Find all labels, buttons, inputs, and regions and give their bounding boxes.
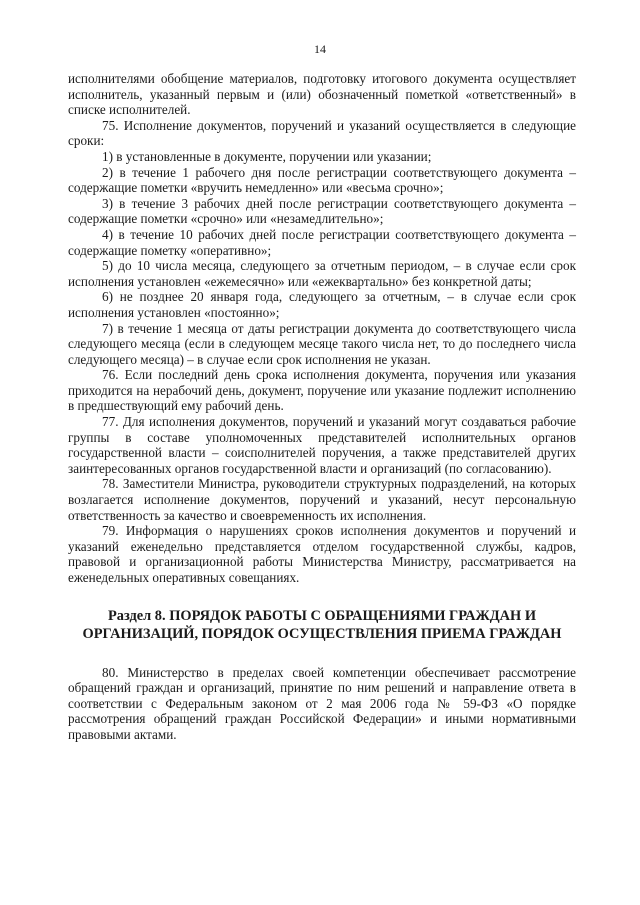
paragraph: 5) до 10 числа месяца, следующего за отчетным периодом, – в случае если срок исполнения установлен «ежемесячно» или «ежеквартально» без конкретной даты;	[68, 258, 576, 289]
paragraph: 6) не позднее 20 января года, следующего за отчетным, – в случае если срок исполнения установлен «постоянно»;	[68, 289, 576, 320]
paragraphs-after-heading	[68, 665, 576, 743]
page-body	[68, 71, 576, 743]
paragraph: 7) в течение 1 месяца от даты регистрации документа до соответствующего числа следующего месяца (если в следующем месяце такого числа нет, то до последнего числа следующего месяца) – в случае если срок исполнения не указан.	[68, 320, 576, 367]
page-number: 14	[314, 42, 326, 56]
paragraph: 4) в течение 10 рабочих дней после регистрации соответствующего документа – содержащие пометку «оперативно»;	[68, 226, 576, 258]
paragraphs-before-heading	[68, 71, 576, 586]
paragraph: 76. Если последний день срока исполнения документа, поручения или указания приходится на нерабочий день, документ, поручение или указание подлежит исполнению в предшествующий ему рабочий день.	[68, 367, 576, 414]
paragraph: 1) в установленные в документе, поручении или указании;	[102, 148, 432, 164]
paragraph: 77. Для исполнения документов, поручений и указаний могут создаваться рабочие группы в составе уполномоченных представителей исполнительных органов государственной власти – соисполнителей поручения, а также представителей других заинтересованных органов государственной власти и организаций (по согласованию).	[68, 414, 576, 476]
paragraph: 79. Информация о нарушениях сроков исполнения документов и поручений и указаний еженедельно представляется отделом государственной службы, кадров, правовой и организационной работы Министерства Министру, рассматривается на еженедельных оперативных совещаниях.	[68, 523, 576, 585]
paragraph: исполнителями обобщение материалов, подготовку итогового документа осуществляет исполнитель, указанный первым и (или) обозначенный пометкой «ответственный» в списке исполнителей.	[68, 71, 576, 118]
paragraph: 78. Заместители Министра, руководители структурных подразделений, на которых возлагается исполнение документов, поручений и указаний, несут персональную ответственность за качество и своевременность их исполнения.	[68, 476, 576, 523]
paragraph: 3) в течение 3 рабочих дней после регистрации соответствующего документа – содержащие пометки «срочно» или «незамедлительно»;	[68, 195, 576, 227]
section-heading: Раздел 8. ПОРЯДОК РАБОТЫ С ОБРАЩЕНИЯМИ ГРАЖДАН И ОРГАНИЗАЦИЙ, ПОРЯДОК ОСУЩЕСТВЛЕНИЯ ПРИЕМА ГРАЖДАН	[82, 607, 562, 642]
paragraph: 75. Исполнение документов, поручений и указаний осуществляется в следующие сроки:	[68, 117, 576, 149]
paragraph: 2) в течение 1 рабочего дня после регистрации соответствующего документа – содержащие пометки «вручить немедленно» или «весьма срочно»;	[68, 164, 576, 196]
paragraph: 80. Министерство в пределах своей компетенции обеспечивает рассмотрение обращений граждан и организаций, принятие по ним решений и направление ответа в соответствии с Федеральным законом от 2 мая 2006 года № 59-ФЗ «О порядке рассмотрения обращений граждан Российской Федерации» и иными нормативными правовыми актами.	[68, 664, 576, 742]
